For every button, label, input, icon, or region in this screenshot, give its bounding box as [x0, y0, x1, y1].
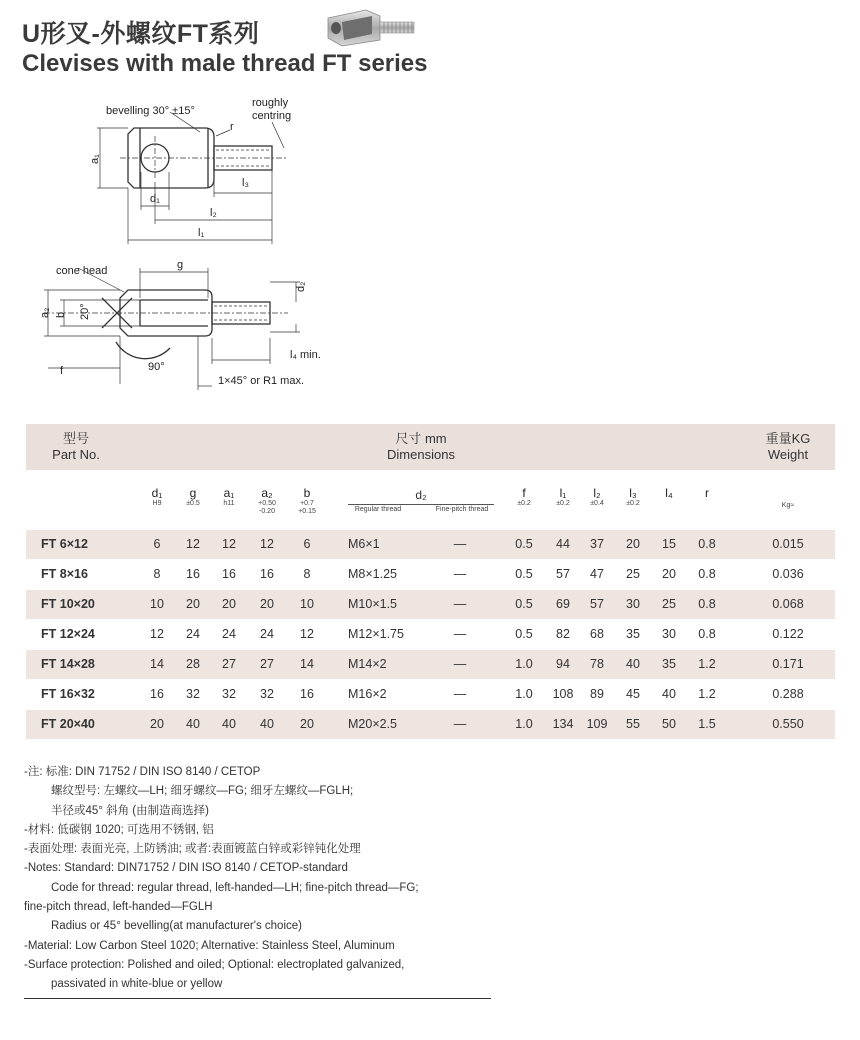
f-label: f [60, 365, 64, 377]
cell-r: 0.8 [698, 567, 716, 581]
cell-l3: 55 [626, 717, 640, 731]
cell-a1: 16 [222, 567, 236, 581]
cell-d1: 14 [150, 657, 164, 671]
cell-b: 20 [300, 717, 314, 731]
cell-g: 40 [186, 717, 200, 731]
cell-b: 12 [300, 627, 314, 641]
cell-a1: 32 [222, 687, 236, 701]
weight-unit: Kg≈ [781, 502, 795, 509]
col-header-label: l₁ [559, 486, 567, 500]
col-header-l4 [654, 486, 684, 500]
cell-l1: 134 [552, 717, 574, 731]
cell-l4: 25 [662, 597, 676, 611]
cell-a1: 40 [222, 717, 236, 731]
cell-fine: — [453, 627, 467, 641]
cell-f: 1.0 [515, 717, 533, 731]
cell-l3: 20 [626, 537, 640, 551]
header-part-no-cn: 型号 [62, 431, 89, 446]
table-row [26, 620, 835, 649]
cell-r: 1.5 [698, 717, 716, 731]
header-dimensions-en: Dimensions [387, 447, 455, 462]
page-title-cn: U形叉-外螺纹FT系列 [22, 20, 260, 48]
centring-label: centring [252, 110, 292, 122]
cell-d1: 8 [153, 567, 161, 581]
note-line: -注: 标准: DIN 71752 / DIN ISO 8140 / CETOP [24, 766, 261, 778]
cell-b: 8 [303, 567, 311, 581]
table-row [26, 680, 835, 709]
part-number: FT 16×32 [41, 687, 95, 701]
cell-l1: 44 [556, 537, 570, 551]
g-label: g [177, 259, 184, 271]
part-number: FT 8×16 [41, 567, 88, 581]
cell-l2: 37 [590, 537, 604, 551]
cell-weight: 0.068 [772, 597, 804, 611]
d2-header-rule [348, 504, 494, 505]
cell-f: 0.5 [515, 627, 533, 641]
cell-regular: M12×1.75 [348, 627, 404, 641]
cell-l3: 45 [626, 687, 640, 701]
note-line: -Surface protection: Polished and oiled; Optional: electroplated galvanized, [24, 958, 405, 971]
cell-r: 1.2 [698, 657, 716, 671]
note-line: fine-pitch thread, left-handed—FGLH [24, 901, 213, 914]
cell-g: 16 [186, 567, 200, 581]
note-line: -Notes: Standard: DIN71752 / DIN ISO 8140 / CETOP-standard [24, 862, 348, 875]
col-header-label: f [522, 486, 526, 500]
col-header-a2 [250, 486, 284, 516]
cell-l1: 108 [552, 687, 574, 701]
cell-l2: 47 [590, 567, 604, 581]
cell-weight: 0.550 [772, 717, 804, 731]
table-row [26, 710, 835, 739]
cell-a1: 20 [222, 597, 236, 611]
angle-90-label: 90° [148, 361, 165, 373]
b-label: b [55, 311, 67, 318]
part-number: FT 14×28 [41, 657, 95, 671]
col-header-label: b [303, 486, 311, 500]
roughly-label: roughly [252, 97, 289, 109]
cell-l4: 35 [662, 657, 676, 671]
part-number: FT 20×40 [41, 717, 95, 731]
l3-label: l₃ [242, 177, 249, 189]
cell-l4: 15 [662, 537, 676, 551]
header-part-no [36, 431, 116, 463]
angle-20-label: 20° [79, 303, 91, 320]
col-header-label: l₄ [665, 486, 673, 500]
d2-label: d₂ [295, 281, 307, 292]
cell-a2: 40 [260, 717, 274, 731]
cell-g: 28 [186, 657, 200, 671]
col-header-b [292, 486, 322, 516]
col-header-tolerance: ±0.2 [517, 500, 531, 507]
cell-fine: — [453, 567, 467, 581]
cell-d1: 20 [150, 717, 164, 731]
col-header-tolerance: +0.7 +0.15 [298, 500, 316, 515]
cell-d1: 16 [150, 687, 164, 701]
technical-drawing [20, 92, 360, 398]
cell-l3: 35 [626, 627, 640, 641]
note-line: -Material: Low Carbon Steel 1020; Alternative: Stainless Steel, Aluminum [24, 939, 395, 952]
note-line: passivated in white-blue or yellow [51, 978, 223, 991]
note-line: 半径或45° 斜角 (由制造商选择) [51, 804, 209, 817]
col-header-f [510, 486, 538, 508]
col-header-tolerance: H9 [152, 500, 162, 507]
cell-a1: 24 [222, 627, 236, 641]
cell-b: 6 [303, 537, 311, 551]
cell-weight: 0.036 [772, 567, 804, 581]
col-header-r [692, 486, 722, 500]
col-header-label: a₂ [261, 486, 273, 500]
l1-label: l₁ [198, 227, 205, 239]
cell-l3: 30 [626, 597, 640, 611]
col-header-tolerance: h11 [223, 500, 235, 507]
cell-f: 0.5 [515, 567, 533, 581]
table-row [26, 590, 835, 619]
chamfer-label: 1×45° or R1 max. [218, 375, 305, 387]
cell-f: 1.0 [515, 687, 533, 701]
cell-r: 1.2 [698, 687, 716, 701]
header-dimensions-cn: 尺寸 mm [395, 431, 447, 446]
cell-f: 0.5 [515, 537, 533, 551]
note-line: 螺纹型号: 左螺纹—LH; 细牙螺纹—FG; 细牙左螺纹—FGLH; [51, 785, 354, 798]
cell-l3: 25 [626, 567, 640, 581]
col-header-label: r [705, 486, 709, 500]
cell-f: 1.0 [515, 657, 533, 671]
cell-a2: 20 [260, 597, 274, 611]
cell-fine: — [453, 657, 467, 671]
notes-section [24, 763, 504, 995]
bevelling-label: bevelling 30° ±15° [106, 105, 195, 117]
table-row [26, 560, 835, 589]
col-header-d1 [142, 486, 172, 508]
note-line: Code for thread: regular thread, left-handed—LH; fine-pitch thread—FG; [51, 881, 419, 894]
col-header-l1 [548, 486, 578, 508]
cell-g: 24 [186, 627, 200, 641]
a1-label: a₁ [89, 154, 101, 164]
cell-l2: 78 [590, 657, 604, 671]
cell-r: 0.8 [698, 537, 716, 551]
cell-l4: 30 [662, 627, 676, 641]
cell-l4: 20 [662, 567, 676, 581]
cell-f: 0.5 [515, 597, 533, 611]
part-number: FT 12×24 [41, 627, 95, 641]
cell-l2: 57 [590, 597, 604, 611]
table-row [26, 530, 835, 559]
d1-label: d₁ [150, 193, 160, 205]
cell-l2: 89 [590, 687, 604, 701]
cell-fine: — [453, 537, 467, 551]
col-header-label: g [189, 486, 197, 500]
col-header-tolerance: ±0.2 [626, 500, 640, 507]
bottom-rule [24, 998, 491, 999]
page-title-en: Clevises with male thread FT series [22, 50, 428, 77]
cell-b: 10 [300, 597, 314, 611]
cell-regular: M8×1.25 [348, 567, 397, 581]
d2-column-header: d₂ [415, 488, 427, 502]
cell-b: 16 [300, 687, 314, 701]
col-header-label: l₂ [593, 486, 601, 500]
header-dimensions [356, 431, 486, 463]
header-weight-cn: 重量KG [765, 431, 811, 446]
l2-label: l₂ [210, 207, 217, 219]
cell-g: 32 [186, 687, 200, 701]
cell-d1: 10 [150, 597, 164, 611]
cell-a2: 12 [260, 537, 274, 551]
col-header-tolerance: ±0.2 [556, 500, 570, 507]
col-header-l2 [582, 486, 612, 508]
part-number: FT 10×20 [41, 597, 95, 611]
cell-l4: 50 [662, 717, 676, 731]
cell-regular: M6×1 [348, 537, 380, 551]
col-header-label: l₃ [629, 486, 637, 500]
col-header-a1 [214, 486, 244, 508]
col-header-label: d₁ [151, 486, 163, 500]
cell-fine: — [453, 597, 467, 611]
cell-d1: 6 [153, 537, 161, 551]
cell-regular: M10×1.5 [348, 597, 397, 611]
a2-label: a₂ [39, 307, 51, 318]
clevis-product-image [322, 6, 418, 48]
cell-r: 0.8 [698, 597, 716, 611]
col-header-l3 [618, 486, 648, 508]
cell-l1: 69 [556, 597, 570, 611]
cell-d1: 12 [150, 627, 164, 641]
col-header-tolerance: ±0.5 [186, 500, 200, 507]
note-line: -表面处理: 表面光亮, 上防锈油; 或者:表面镀蓝白锌或彩锌钝化处理 [24, 843, 361, 856]
cell-a2: 16 [260, 567, 274, 581]
cell-a1: 27 [222, 657, 236, 671]
cell-weight: 0.288 [772, 687, 804, 701]
cell-weight: 0.122 [772, 627, 804, 641]
cell-l1: 57 [556, 567, 570, 581]
cell-a2: 27 [260, 657, 274, 671]
cell-a2: 32 [260, 687, 274, 701]
l4-min-label: l₄ min. [290, 349, 321, 361]
d2-fine-header: Fine-pitch thread [435, 506, 489, 513]
col-header-tolerance: +0.50 -0.20 [258, 500, 276, 515]
cell-l2: 109 [586, 717, 608, 731]
cell-a2: 24 [260, 627, 274, 641]
part-number: FT 6×12 [41, 537, 88, 551]
header-weight-en: Weight [767, 447, 809, 462]
table-row [26, 650, 835, 679]
col-header-label: a₁ [223, 486, 235, 500]
cell-fine: — [453, 717, 467, 731]
header-part-no-en: Part No. [52, 447, 100, 462]
r-label: r [230, 121, 234, 133]
cone-head-label: cone head [56, 265, 108, 277]
cell-g: 12 [186, 537, 200, 551]
cell-weight: 0.015 [772, 537, 804, 551]
d2-regular-header: Regular thread [354, 506, 402, 513]
note-line: -材料: 低碳钢 1020; 可选用不锈钢, 铝 [24, 823, 214, 836]
cell-weight: 0.171 [772, 657, 804, 671]
cell-fine: — [453, 687, 467, 701]
cell-l2: 68 [590, 627, 604, 641]
cell-regular: M16×2 [348, 687, 387, 701]
col-header-tolerance: ±0.4 [590, 500, 604, 507]
col-header-g [178, 486, 208, 508]
cell-regular: M14×2 [348, 657, 387, 671]
cell-l1: 94 [556, 657, 570, 671]
cell-r: 0.8 [698, 627, 716, 641]
cell-a1: 12 [222, 537, 236, 551]
cell-l1: 82 [556, 627, 570, 641]
cell-regular: M20×2.5 [348, 717, 397, 731]
note-line: Radius or 45° bevelling(at manufacturer's choice) [51, 920, 302, 933]
cell-g: 20 [186, 597, 200, 611]
header-weight [748, 431, 828, 463]
cell-l3: 40 [626, 657, 640, 671]
cell-b: 14 [300, 657, 314, 671]
cell-l4: 40 [662, 687, 676, 701]
